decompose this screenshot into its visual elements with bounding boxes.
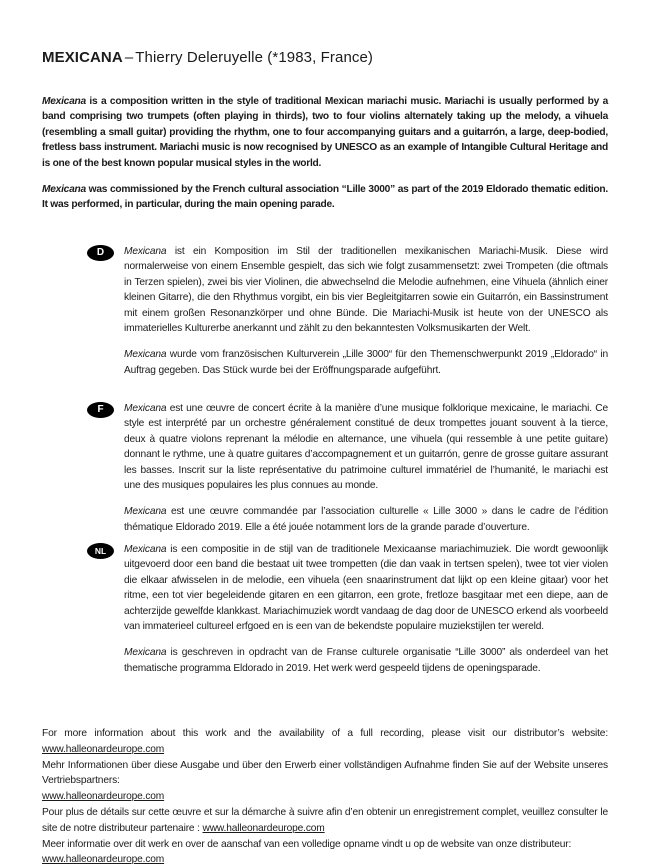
french-language-badge xyxy=(87,402,114,418)
dutch-paragraph-1-text: is een compositie in de stijl van de traditionele Mexicaanse mariachimuziek. Die wordt gewoonlijk uitgevoerd door een band die bestaat uit twee trompetten (die dan vaak in tertsen spelen), twee tot vier violen die elkaar afwisselen in de melodie, een vihuela (een snaarinstrument dat lijkt op een kleine gitaar) voor het ritme, een tot vier begeleidende gitaren en een gitarron, een grote, fretloze basgitaar met een diepe, aan de achterzijde gewelfde klankkast. Mariachimuziek wordt vandaag de dag door de UNESCO erkend als voorbeeld van immaterieel cultureel erfgoed en is een van de bekendste populaire muziekstijlen ter wereld. xyxy=(124,544,609,633)
work-name-italic: Mexicana xyxy=(124,403,167,414)
french-section xyxy=(87,401,608,535)
footer-dutch-text: Meer informatie over dit werk en over de aanschaf van een volledige opname vindt u op de website van onze distributeur: xyxy=(42,838,572,850)
english-paragraph-1-text: is a composition written in the style of traditional Mexican mariachi music. Mariachi is usually performed by a band comprising two trumpets (often playing in thirds), two to four violins alternately taking up the melody, a vihuela (resembling a small guitar) providing the rhythm, one to four accompanying guitars and a guitarrón, a large, deep-bodied, fretless bass instrument. Mariachi music is now recognised by UNESCO as an example of Intangible Cultural Heritage and is one of the best known popular musical styles in the world. xyxy=(42,96,608,169)
footer-german xyxy=(42,758,608,805)
german-badge-label: D xyxy=(96,247,105,258)
french-paragraph-1 xyxy=(124,401,608,493)
dutch-badge-label: NL xyxy=(94,545,107,556)
page-title xyxy=(42,49,373,66)
french-paragraph-2 xyxy=(124,504,608,535)
german-language-badge xyxy=(87,245,114,261)
german-section xyxy=(87,244,608,378)
work-title: MEXICANA xyxy=(42,49,123,66)
distributor-link-dutch[interactable]: www.halleonardeurope.com xyxy=(42,854,165,864)
work-name-italic: Mexicana xyxy=(42,184,86,196)
work-name-italic: Mexicana xyxy=(124,544,167,555)
footer-english xyxy=(42,726,608,758)
composer-name: Thierry Deleruyelle (*1983, France) xyxy=(135,49,374,66)
english-description xyxy=(42,94,608,213)
footer-german-text: Mehr Informationen über diese Ausgabe und über den Erwerb einer vollständigen Aufnahme finden Sie auf der Website unseres Vertriebspartners: xyxy=(42,759,608,787)
footer-dutch xyxy=(42,837,608,864)
german-paragraph-2 xyxy=(124,347,608,378)
work-name-italic: Mexicana xyxy=(124,506,167,518)
dutch-language-badge xyxy=(87,543,114,559)
distributor-link-english[interactable]: www.halleonardeurope.com xyxy=(42,743,165,755)
dutch-text xyxy=(124,542,608,676)
german-paragraph-1 xyxy=(124,244,608,336)
french-paragraph-2-text: est une œuvre commandée par l’association culturelle « Lille 3000 » dans le cadre de l’édition thématique Eldorado 2019. Elle a été jouée notamment lors de la grande parade d’ouverture. xyxy=(124,506,608,533)
distributor-link-german[interactable]: www.halleonardeurope.com xyxy=(42,791,165,803)
footer-french-text: Pour plus de détails sur cette œuvre et sur la démarche à suivre afin d’en obtenir un enregistrement complet, veuillez consulter le site de notre distributeur partenaire : xyxy=(42,806,608,834)
dutch-paragraph-1 xyxy=(124,542,608,634)
work-name-italic: Mexicana xyxy=(124,246,167,257)
dutch-paragraph-2-text: is geschreven in opdracht van de Franse culturele organisatie “Lille 3000” als onderdeel van het thematische programma Eldorado in 2019. Het werk werd gespeeld tijdens de openingsparade. xyxy=(124,647,608,674)
english-paragraph-2-text: was commissioned by the French cultural association “Lille 3000” as part of the 2019 Eldorado thematic edition. It was performed, in particular, during the main opening parade. xyxy=(42,184,608,211)
distributor-link-french[interactable]: www.halleonardeurope.com xyxy=(202,822,325,834)
german-paragraph-1-text: ist ein Komposition im Stil der traditionellen mexikanischen Mariachi-Musik. Diese wird normalerweise von einem Ensemble gespielt, das sich wie folgt zusammensetzt: zwei Trompeten (die oftmals in Terzen spielen), zwei bis vier Violinen, die abwechselnd die Melodie aufnehmen, eine Vihuela (ähnlich einer kleinen Gitarre), die den Rhythmus vorgibt, ein bis vier Begleitgitarren sowie ein Guitarrón, ein Bassinstrument mit einem großen Resonanzkörper und ohne Bünde. Die Mariachi-Musik ist heute von der UNESCO als immaterielles Kulturerbe anerkannt und zählt zu den bekanntesten Volksmusikarten der Welt. xyxy=(124,246,608,335)
french-text xyxy=(124,401,608,535)
english-paragraph-1 xyxy=(42,94,608,171)
title-separator: – xyxy=(124,49,134,66)
footer-english-text: For more information about this work and the availability of a full recording, please visit our distributor’s website: xyxy=(42,728,608,739)
work-name-italic: Mexicana xyxy=(124,647,167,659)
english-paragraph-2 xyxy=(42,182,608,213)
dutch-paragraph-2 xyxy=(124,645,608,676)
german-paragraph-2-text: wurde vom französischen Kulturverein „Lille 3000“ für den Themenschwerpunkt 2019 „Eldorado“ in Auftrag gegeben. Das Stück wurde bei der Eröffnungsparade aufgeführt. xyxy=(124,349,608,376)
dutch-section xyxy=(87,542,608,676)
footer-french xyxy=(42,805,608,837)
german-text xyxy=(124,244,608,378)
work-name-italic: Mexicana xyxy=(124,349,167,361)
french-badge-label: F xyxy=(97,404,104,415)
work-name-italic: Mexicana xyxy=(42,96,86,107)
french-paragraph-1-text: est une œuvre de concert écrite à la manière d’une musique folklorique mexicaine, le mariachi. Ce style est interprété par un orchestre généralement constitué de deux trompettes jouant souvent à la tierce, deux à quatre violons reprenant la mélodie en alternance, une vihuela (qui ressemble à une petite guitare) donnant le rythme, une à quatre guitares d’accompagnement et un guitarrón, genre de grosse guitare assurant les basses. Inscrit sur la liste représentative du patrimoine culturel immatériel de l’humanité, le mariachi est une des musiques populaires les plus connues au monde. xyxy=(124,403,608,492)
footer-distributor-info xyxy=(42,726,608,864)
